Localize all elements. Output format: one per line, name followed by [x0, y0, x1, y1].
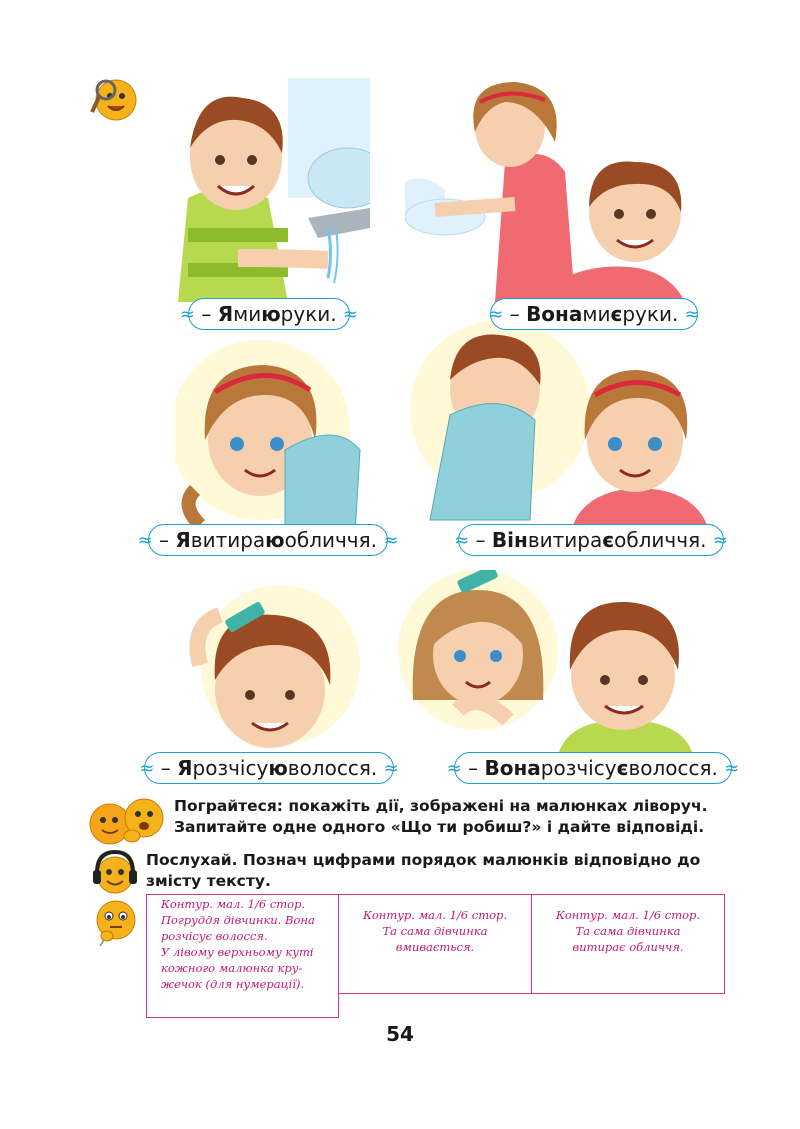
squiggle-icon: ≈ [383, 757, 399, 779]
girl-combing-hair-picture [398, 570, 698, 755]
play-instruction-line2: Запитайте одне одного «Що ти робиш?» і дайте відповіді. [174, 818, 705, 836]
caption-bold-ending: є [610, 302, 623, 326]
note-box-1: Контур. мал. 1/6 стор. Погруддя дівчинки. Вона розчісує волосся. У лівому верхньому куті кожного малюнка кру- жечок (для нумерації). [146, 894, 339, 1018]
caption-bold-subject: Я [175, 528, 191, 552]
caption-bold-ending: ю [265, 528, 285, 552]
caption-boy-washing: ≈ – Я ми ю руки. ≈ [188, 298, 350, 330]
caption-girl-drying: ≈ – Я витира ю обличчя. ≈ [148, 524, 388, 556]
squiggle-icon: ≈ [488, 303, 504, 325]
squiggle-icon: ≈ [454, 529, 470, 551]
caption-bold-subject: Вона [526, 302, 583, 326]
caption-bold-ending: є [616, 756, 629, 780]
page-number: 54 [386, 1022, 414, 1046]
caption-girl-combing: ≈ – Вона розчісу є волосся. ≈ [454, 752, 732, 784]
squiggle-icon: ≈ [712, 529, 728, 551]
caption-bold-subject: Я [217, 302, 234, 326]
caption-bold-subject: Вона [484, 756, 541, 780]
squiggle-icon: ≈ [137, 529, 153, 551]
two-emojis-icon [88, 794, 168, 852]
play-instruction [174, 796, 708, 838]
squiggle-icon: ≈ [139, 757, 155, 779]
squiggle-icon: ≈ [343, 303, 359, 325]
magnifier-emoji-icon [86, 72, 138, 126]
caption-bold-subject: Він [491, 528, 528, 552]
note-box-2: Контур. мал. 1/6 стор. Та сама дівчинка вмивається. [338, 894, 532, 994]
thinking-emoji-icon [90, 896, 140, 952]
caption-bold-ending: є [602, 528, 615, 552]
squiggle-icon: ≈ [724, 757, 740, 779]
boy-combing-hair-picture [170, 585, 380, 755]
listen-instruction [146, 850, 700, 892]
caption-girl-washing: ≈ – Вона ми є руки. ≈ [490, 298, 698, 330]
caption-bold-ending: ю [268, 756, 288, 780]
headphones-emoji-icon [90, 848, 140, 902]
listen-instruction-line2: змісту тексту. [146, 872, 271, 890]
caption-bold-subject: Я [177, 756, 193, 780]
caption-boy-combing: ≈ – Я розчісу ю волосся. ≈ [144, 752, 394, 784]
boy-washing-hands-picture [158, 78, 370, 302]
note-box-3: Контур. мал. 1/6 стор. Та сама дівчинка витирає обличчя. [531, 894, 725, 994]
squiggle-icon: ≈ [446, 757, 462, 779]
girl-washing-hands-picture [405, 72, 705, 302]
listen-instruction-line1: Послухай. Познач цифрами порядок малюнків відповідно до [146, 851, 701, 869]
squiggle-icon: ≈ [684, 303, 700, 325]
boy-drying-face-picture [410, 320, 710, 535]
play-instruction-line1: Пограйтеся: покажіть дії, зображені на малюнках ліворуч. [174, 797, 708, 815]
squiggle-icon: ≈ [383, 529, 399, 551]
girl-drying-face-picture [175, 340, 385, 535]
squiggle-icon: ≈ [179, 303, 195, 325]
caption-boy-drying: ≈ – Він витира є обличчя. ≈ [458, 524, 724, 556]
caption-bold-ending: ю [261, 302, 281, 326]
